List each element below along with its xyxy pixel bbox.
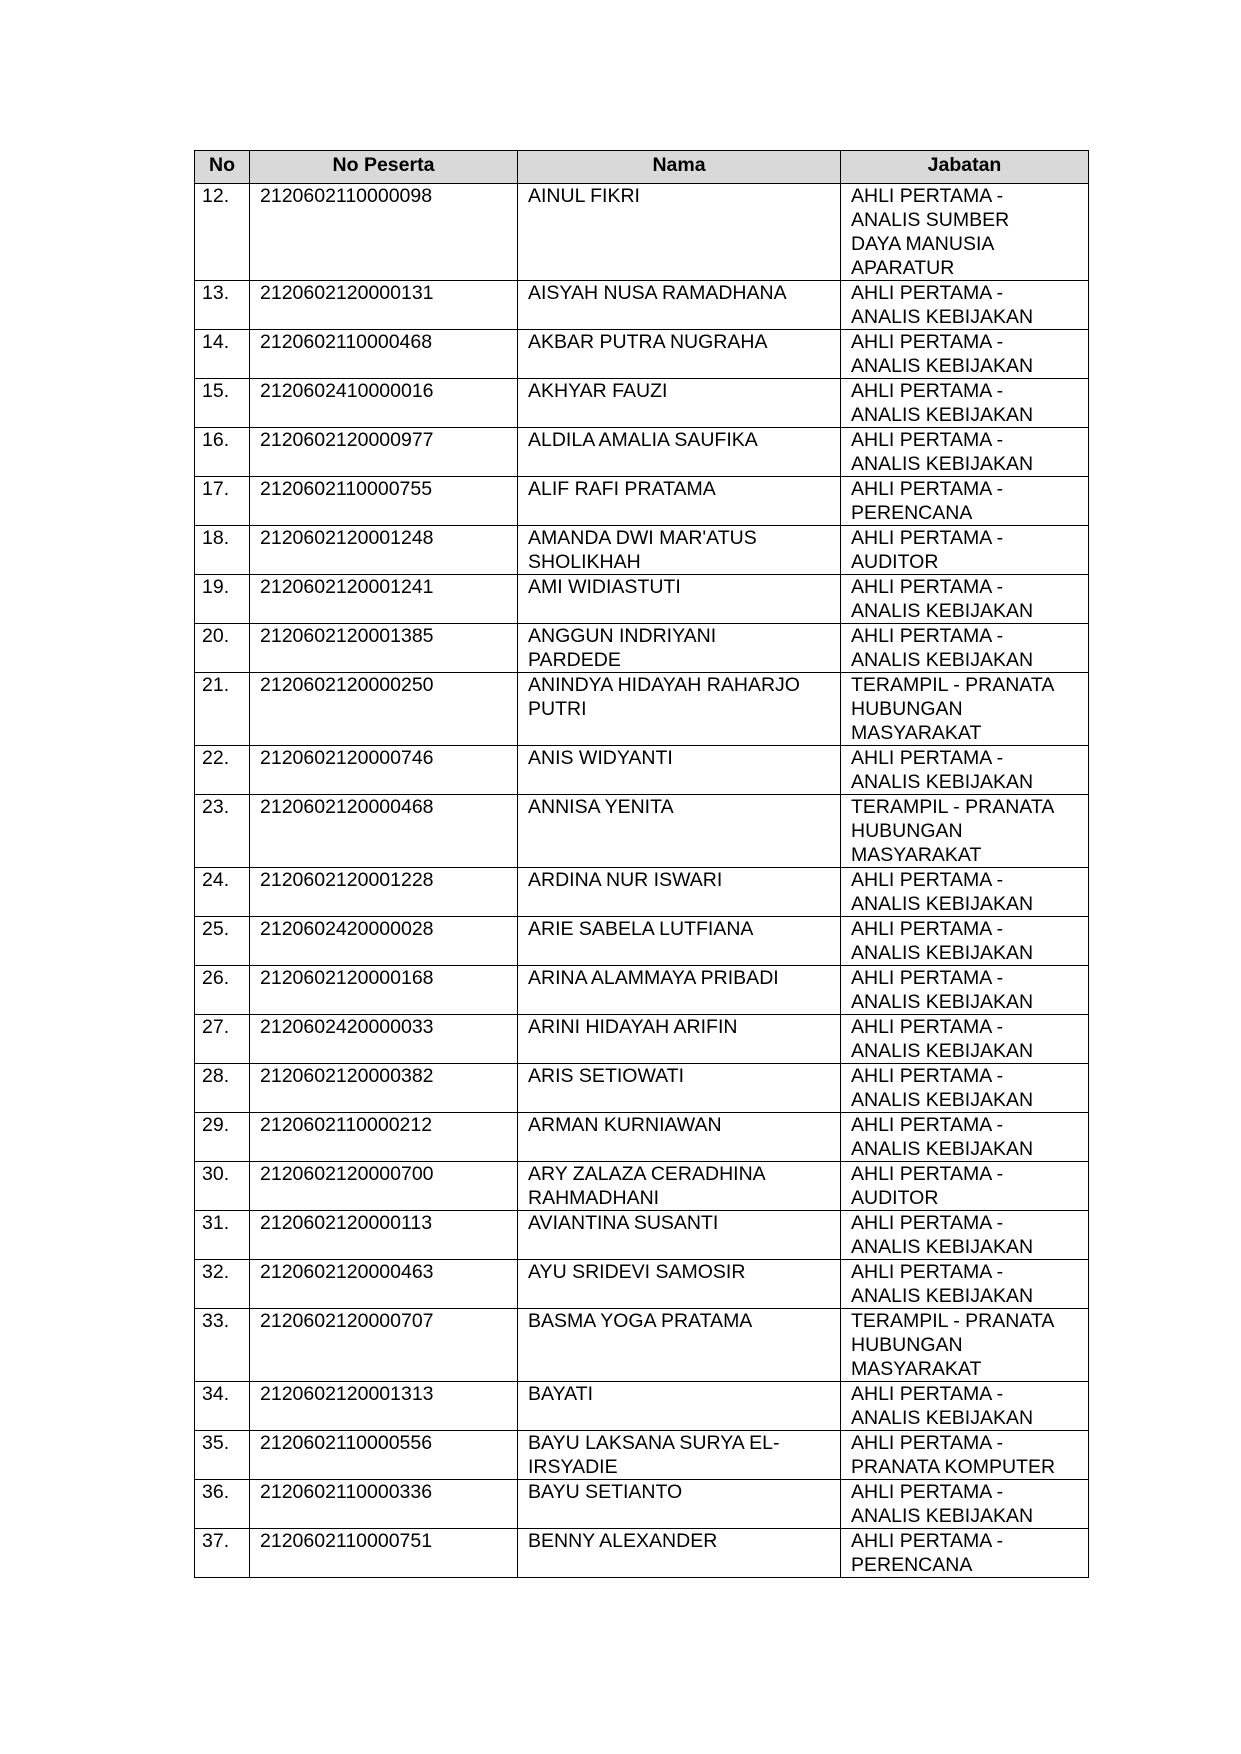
cell-jabatan-line: ANALIS KEBIJAKAN [851, 991, 1034, 1013]
cell-nama-line: AMI WIDIASTUTI [528, 576, 681, 598]
cell-no: 31. [195, 1211, 250, 1260]
cell-no: 14. [195, 330, 250, 379]
cell-no: 22. [195, 746, 250, 795]
cell-nama [518, 1260, 841, 1309]
cell-no: 20. [195, 624, 250, 673]
cell-jabatan-line: AHLI PERTAMA - [851, 625, 1004, 647]
cell-jabatan [841, 966, 1089, 1015]
cell-jabatan-line: AHLI PERTAMA - [851, 527, 1004, 549]
table-row [195, 917, 1089, 966]
cell-jabatan-line: AHLI PERTAMA - [851, 1530, 1004, 1552]
cell-nama [518, 1064, 841, 1113]
cell-nama [518, 795, 841, 868]
cell-jabatan [841, 1480, 1089, 1529]
cell-no: 30. [195, 1162, 250, 1211]
cell-nama-line: ARIS SETIOWATI [528, 1065, 685, 1087]
cell-nama [518, 330, 841, 379]
cell-jabatan-line: ANALIS KEBIJAKAN [851, 1236, 1034, 1258]
cell-nama-line: SHOLIKHAH [528, 551, 641, 573]
cell-nama-line: ANNISA YENITA [528, 796, 674, 818]
cell-no-peserta: 2120602120000468 [250, 795, 518, 868]
cell-no-peserta: 2120602120000250 [250, 673, 518, 746]
cell-jabatan [841, 624, 1089, 673]
table-row [195, 795, 1089, 868]
cell-nama-line: ARMAN KURNIAWAN [528, 1114, 722, 1136]
cell-nama-line: ANGGUN INDRIYANI [528, 625, 717, 647]
cell-no-peserta: 2120602110000751 [250, 1529, 518, 1578]
cell-jabatan-line: AHLI PERTAMA - [851, 1481, 1004, 1503]
cell-nama [518, 624, 841, 673]
cell-jabatan-line: ANALIS KEBIJAKAN [851, 649, 1034, 671]
cell-jabatan-line: AHLI PERTAMA - [851, 747, 1004, 769]
cell-jabatan-line: AHLI PERTAMA - [851, 1016, 1004, 1038]
cell-nama [518, 1309, 841, 1382]
cell-nama-line: ALIF RAFI PRATAMA [528, 478, 716, 500]
cell-jabatan-line: ANALIS KEBIJAKAN [851, 1407, 1034, 1429]
cell-no: 21. [195, 673, 250, 746]
cell-nama-line: IRSYADIE [528, 1456, 618, 1478]
table-row [195, 868, 1089, 917]
cell-nama-line: AYU SRIDEVI SAMOSIR [528, 1261, 746, 1283]
cell-jabatan-line: TERAMPIL - PRANATA [851, 1310, 1055, 1332]
table-row [195, 281, 1089, 330]
cell-jabatan-line: AHLI PERTAMA - [851, 1383, 1004, 1405]
cell-jabatan-line: AHLI PERTAMA - [851, 967, 1004, 989]
cell-jabatan [841, 1211, 1089, 1260]
cell-jabatan-line: ANALIS KEBIJAKAN [851, 453, 1034, 475]
cell-no: 27. [195, 1015, 250, 1064]
cell-jabatan-line: AHLI PERTAMA - [851, 380, 1004, 402]
cell-jabatan-line: MASYARAKAT [851, 1358, 982, 1380]
cell-nama [518, 575, 841, 624]
cell-no-peserta: 2120602110000098 [250, 184, 518, 281]
cell-nama [518, 917, 841, 966]
cell-jabatan-line: AHLI PERTAMA - [851, 1163, 1004, 1185]
cell-nama-line: BENNY ALEXANDER [528, 1530, 718, 1552]
table-row [195, 1113, 1089, 1162]
cell-nama-line: BAYU SETIANTO [528, 1481, 683, 1503]
cell-no: 15. [195, 379, 250, 428]
cell-no: 26. [195, 966, 250, 1015]
table-row [195, 184, 1089, 281]
cell-nama-line: ARINI HIDAYAH ARIFIN [528, 1016, 738, 1038]
cell-nama-line: AINUL FIKRI [528, 185, 640, 207]
table-row [195, 1162, 1089, 1211]
cell-no: 33. [195, 1309, 250, 1382]
cell-nama-line: ANINDYA HIDAYAH RAHARJO [528, 674, 800, 696]
cell-jabatan-line: MASYARAKAT [851, 844, 982, 866]
cell-no-peserta: 2120602120000382 [250, 1064, 518, 1113]
header-no: No [195, 151, 250, 184]
cell-jabatan-line: ANALIS KEBIJAKAN [851, 355, 1034, 377]
cell-no-peserta: 2120602120001248 [250, 526, 518, 575]
cell-jabatan [841, 477, 1089, 526]
header-nama: Nama [518, 151, 841, 184]
cell-no: 23. [195, 795, 250, 868]
cell-jabatan-line: ANALIS KEBIJAKAN [851, 306, 1034, 328]
cell-jabatan-line: DAYA MANUSIA [851, 233, 995, 255]
cell-no-peserta: 2120602120001313 [250, 1382, 518, 1431]
cell-no: 19. [195, 575, 250, 624]
cell-no-peserta: 2120602420000028 [250, 917, 518, 966]
cell-jabatan-line: ANALIS KEBIJAKAN [851, 1040, 1034, 1062]
cell-jabatan [841, 428, 1089, 477]
cell-no: 37. [195, 1529, 250, 1578]
table-header [195, 151, 1089, 184]
cell-jabatan [841, 184, 1089, 281]
cell-jabatan-line: AUDITOR [851, 551, 939, 573]
cell-jabatan [841, 1064, 1089, 1113]
cell-jabatan [841, 1309, 1089, 1382]
cell-jabatan-line: AHLI PERTAMA - [851, 918, 1004, 940]
cell-jabatan-line: AHLI PERTAMA - [851, 478, 1004, 500]
cell-jabatan-line: AHLI PERTAMA - [851, 429, 1004, 451]
cell-jabatan-line: HUBUNGAN [851, 1334, 963, 1356]
cell-nama [518, 281, 841, 330]
cell-jabatan-line: AUDITOR [851, 1187, 939, 1209]
cell-nama-line: PARDEDE [528, 649, 621, 671]
cell-no-peserta: 2120602120000168 [250, 966, 518, 1015]
cell-jabatan-line: AHLI PERTAMA - [851, 869, 1004, 891]
cell-jabatan-line: ANALIS KEBIJAKAN [851, 404, 1034, 426]
cell-no-peserta: 2120602110000212 [250, 1113, 518, 1162]
table-row [195, 966, 1089, 1015]
cell-jabatan-line: ANALIS KEBIJAKAN [851, 1089, 1034, 1111]
cell-jabatan-line: ANALIS KEBIJAKAN [851, 893, 1034, 915]
cell-no: 13. [195, 281, 250, 330]
cell-jabatan-line: ANALIS KEBIJAKAN [851, 1138, 1034, 1160]
cell-jabatan-line: ANALIS KEBIJAKAN [851, 1285, 1034, 1307]
participant-table [194, 150, 1089, 1578]
table-body [195, 184, 1089, 1578]
cell-jabatan [841, 1382, 1089, 1431]
cell-nama [518, 526, 841, 575]
table-row [195, 1431, 1089, 1480]
cell-jabatan [841, 1260, 1089, 1309]
cell-jabatan-line: HUBUNGAN [851, 698, 963, 720]
cell-no: 18. [195, 526, 250, 575]
cell-nama-line: ANIS WIDYANTI [528, 747, 673, 769]
cell-jabatan [841, 673, 1089, 746]
cell-jabatan [841, 379, 1089, 428]
cell-no: 29. [195, 1113, 250, 1162]
cell-jabatan [841, 1529, 1089, 1578]
cell-jabatan-line: APARATUR [851, 257, 955, 279]
cell-no-peserta: 2120602110000336 [250, 1480, 518, 1529]
cell-nama [518, 1480, 841, 1529]
cell-jabatan [841, 917, 1089, 966]
cell-nama [518, 1431, 841, 1480]
cell-no: 25. [195, 917, 250, 966]
cell-no-peserta: 2120602120000977 [250, 428, 518, 477]
cell-no: 28. [195, 1064, 250, 1113]
cell-nama [518, 1162, 841, 1211]
table-row [195, 1309, 1089, 1382]
cell-no-peserta: 2120602120001241 [250, 575, 518, 624]
table-row [195, 330, 1089, 379]
cell-jabatan-line: TERAMPIL - PRANATA [851, 796, 1055, 818]
cell-nama-line: ARINA ALAMMAYA PRIBADI [528, 967, 779, 989]
cell-jabatan-line: ANALIS KEBIJAKAN [851, 600, 1034, 622]
table-row [195, 1529, 1089, 1578]
header-jabatan: Jabatan [841, 151, 1089, 184]
cell-jabatan [841, 1015, 1089, 1064]
cell-jabatan-line: PERENCANA [851, 502, 973, 524]
cell-no: 36. [195, 1480, 250, 1529]
cell-jabatan-line: AHLI PERTAMA - [851, 1114, 1004, 1136]
cell-nama-line: ARY ZALAZA CERADHINA [528, 1163, 766, 1185]
cell-jabatan [841, 1162, 1089, 1211]
table-row [195, 477, 1089, 526]
cell-jabatan [841, 575, 1089, 624]
cell-jabatan-line: AHLI PERTAMA - [851, 1261, 1004, 1283]
cell-no: 12. [195, 184, 250, 281]
cell-nama [518, 966, 841, 1015]
table-row [195, 746, 1089, 795]
cell-no: 17. [195, 477, 250, 526]
cell-no-peserta: 2120602120000463 [250, 1260, 518, 1309]
cell-jabatan-line: PRANATA KOMPUTER [851, 1456, 1056, 1478]
cell-nama-line: AMANDA DWI MAR'ATUS [528, 527, 757, 549]
header-row [195, 151, 1089, 184]
cell-no: 34. [195, 1382, 250, 1431]
cell-jabatan [841, 868, 1089, 917]
cell-jabatan [841, 330, 1089, 379]
cell-nama [518, 477, 841, 526]
table-row [195, 575, 1089, 624]
table-row [195, 1382, 1089, 1431]
cell-jabatan-line: AHLI PERTAMA - [851, 1065, 1004, 1087]
cell-no: 16. [195, 428, 250, 477]
cell-nama-line: AKBAR PUTRA NUGRAHA [528, 331, 768, 353]
cell-jabatan-line: ANALIS KEBIJAKAN [851, 1505, 1034, 1527]
cell-jabatan-line: TERAMPIL - PRANATA [851, 674, 1055, 696]
cell-jabatan [841, 746, 1089, 795]
cell-nama [518, 746, 841, 795]
header-no-peserta: No Peserta [250, 151, 518, 184]
cell-jabatan-line: AHLI PERTAMA - [851, 331, 1004, 353]
cell-jabatan [841, 1431, 1089, 1480]
cell-nama-line: ALDILA AMALIA SAUFIKA [528, 429, 758, 451]
cell-jabatan-line: ANALIS KEBIJAKAN [851, 771, 1034, 793]
cell-jabatan-line: AHLI PERTAMA - [851, 576, 1004, 598]
cell-jabatan-line: ANALIS SUMBER [851, 209, 1010, 231]
cell-no-peserta: 2120602120001228 [250, 868, 518, 917]
table-row [195, 379, 1089, 428]
cell-no-peserta: 2120602120000746 [250, 746, 518, 795]
table-row [195, 1480, 1089, 1529]
cell-no-peserta: 2120602110000556 [250, 1431, 518, 1480]
cell-nama-line: AKHYAR FAUZI [528, 380, 668, 402]
cell-jabatan-line: AHLI PERTAMA - [851, 1432, 1004, 1454]
table-row [195, 1260, 1089, 1309]
cell-jabatan [841, 1113, 1089, 1162]
cell-jabatan [841, 795, 1089, 868]
cell-nama [518, 428, 841, 477]
cell-jabatan-line: AHLI PERTAMA - [851, 1212, 1004, 1234]
cell-no-peserta: 2120602120000700 [250, 1162, 518, 1211]
cell-no: 35. [195, 1431, 250, 1480]
cell-nama-line: PUTRI [528, 698, 587, 720]
cell-no-peserta: 2120602120000131 [250, 281, 518, 330]
cell-nama [518, 184, 841, 281]
cell-nama-line: AVIANTINA SUSANTI [528, 1212, 719, 1234]
cell-jabatan [841, 281, 1089, 330]
cell-no-peserta: 2120602420000033 [250, 1015, 518, 1064]
cell-jabatan-line: ANALIS KEBIJAKAN [851, 942, 1034, 964]
cell-nama-line: AISYAH NUSA RAMADHANA [528, 282, 787, 304]
cell-nama-line: RAHMADHANI [528, 1187, 660, 1209]
cell-no-peserta: 2120602120001385 [250, 624, 518, 673]
cell-nama [518, 1382, 841, 1431]
table-row [195, 1015, 1089, 1064]
cell-jabatan-line: AHLI PERTAMA - [851, 282, 1004, 304]
cell-no-peserta: 2120602410000016 [250, 379, 518, 428]
cell-no-peserta: 2120602120000707 [250, 1309, 518, 1382]
cell-nama-line: BASMA YOGA PRATAMA [528, 1310, 753, 1332]
cell-jabatan-line: HUBUNGAN [851, 820, 963, 842]
cell-jabatan-line: PERENCANA [851, 1554, 973, 1576]
cell-nama [518, 1113, 841, 1162]
cell-jabatan [841, 526, 1089, 575]
cell-nama [518, 868, 841, 917]
cell-no-peserta: 2120602120000113 [250, 1211, 518, 1260]
table-row [195, 1211, 1089, 1260]
cell-nama [518, 1529, 841, 1578]
table-row [195, 526, 1089, 575]
table-row [195, 673, 1089, 746]
table-row [195, 624, 1089, 673]
cell-nama-line: BAYATI [528, 1383, 594, 1405]
cell-nama [518, 1015, 841, 1064]
cell-jabatan-line: MASYARAKAT [851, 722, 982, 744]
cell-nama [518, 673, 841, 746]
table-row [195, 1064, 1089, 1113]
cell-nama-line: BAYU LAKSANA SURYA EL- [528, 1432, 780, 1454]
cell-jabatan-line: AHLI PERTAMA - [851, 185, 1004, 207]
cell-no-peserta: 2120602110000468 [250, 330, 518, 379]
cell-nama-line: ARIE SABELA LUTFIANA [528, 918, 754, 940]
cell-nama [518, 379, 841, 428]
cell-no: 24. [195, 868, 250, 917]
table-row [195, 428, 1089, 477]
cell-no: 32. [195, 1260, 250, 1309]
cell-no-peserta: 2120602110000755 [250, 477, 518, 526]
cell-nama [518, 1211, 841, 1260]
cell-nama-line: ARDINA NUR ISWARI [528, 869, 723, 891]
